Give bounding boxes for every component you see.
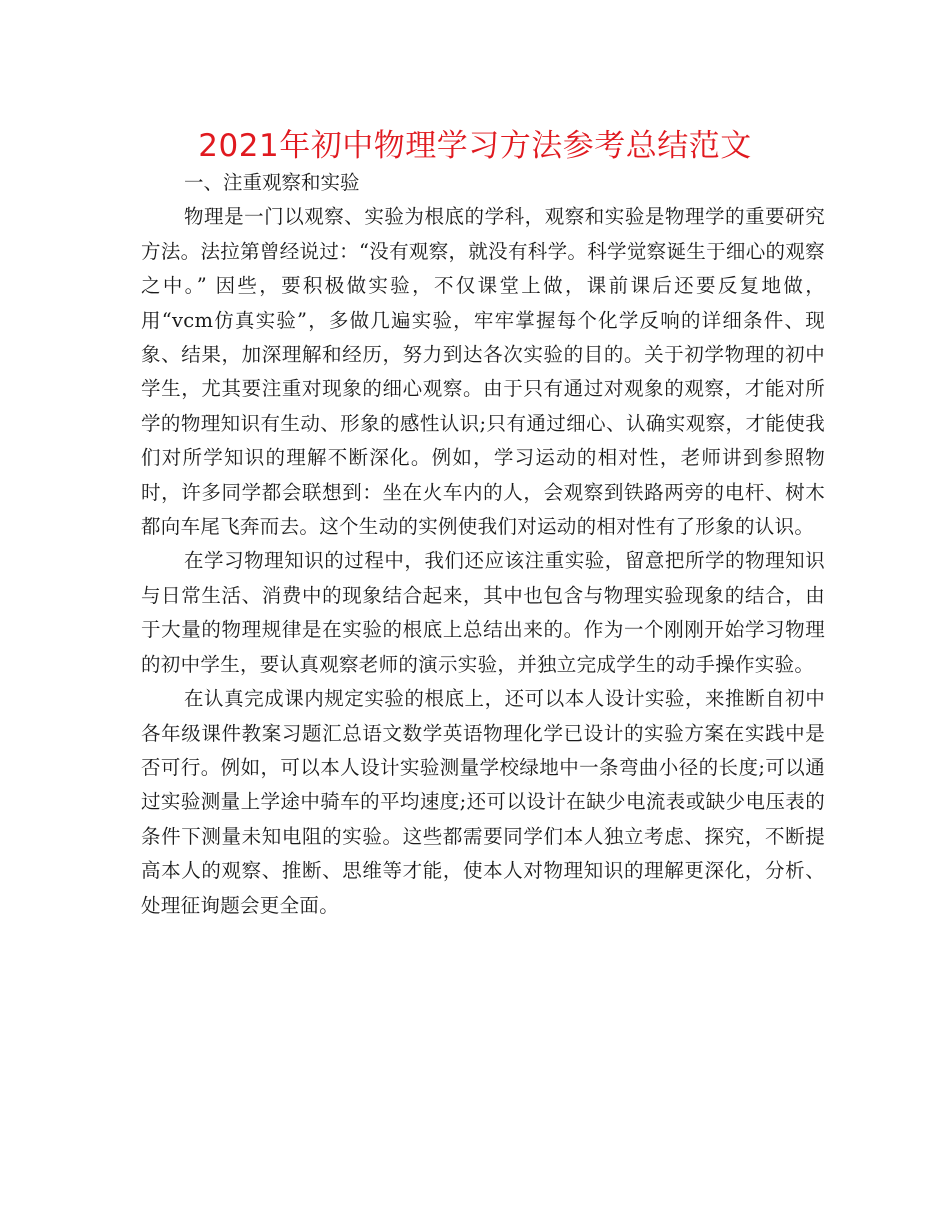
section-heading: 一、注重观察和实验 <box>184 171 360 194</box>
paragraph-1: 物理是一门以观察、实验为根底的学科，观察和实验是物理学的重要研究方法。法拉第曾经说过：“没有观察，就没有科学。科学觉察诞生于细心的观察之中。” 因些，要积极做实验，不仅课堂上做，课前课后还要反复地做，用“vcm仿真实验”，多做几遍实验，牢牢掌握每个化学反响的详细条件、现象、结果，加深理解和经历，努力到达各次实验的目的。关于初学物理的初中学生，尤其要注重对现象的细心观察。由于只有通过对观象的观察，才能对所学的物理知识有生动、形象的感性认识;只有通过细心、认确实观察，才能使我们对所学知识的理解不断深化。例如，学习运动的相对性，老师讲到参照物时，许多同学都会联想到：坐在火车内的人，会观察到铁路两旁的电杆、树木都向车尾飞奔而去。这个生动的实例使我们对运动的相对性有了形象的认识。 <box>141 205 825 539</box>
paragraph-2: 在学习物理知识的过程中，我们还应该注重实验，留意把所学的物理知识与日常生活、消费中的现象结合起来，其中也包含与物理实验现象的结合，由于大量的物理规律是在实验的根底上总结出来的。作为一个刚刚开始学习物理的初中学生，要认真观察老师的演示实验，并独立完成学生的动手操作实验。 <box>141 549 825 676</box>
paragraph-3: 在认真完成课内规定实验的根底上，还可以本人设计实验，来推断自初中各年级课件教案习题汇总语文数学英语物理化学已设计的实验方案在实践中是否可行。例如，可以本人设计实验测量学校绿地中一条弯曲小径的长度;可以通过实验测量上学途中骑车的平均速度;还可以设计在缺少电流表或缺少电压表的条件下测量未知电阻的实验。这些都需要同学们本人独立考虑、探究，不断提高本人的观察、推断、思维等才能，使本人对物理知识的理解更深化，分析、处理征询题会更全面。 <box>141 687 825 917</box>
document-title: 2021年初中物理学习方法参考总结范文 <box>198 128 752 164</box>
document-body <box>141 166 825 923</box>
